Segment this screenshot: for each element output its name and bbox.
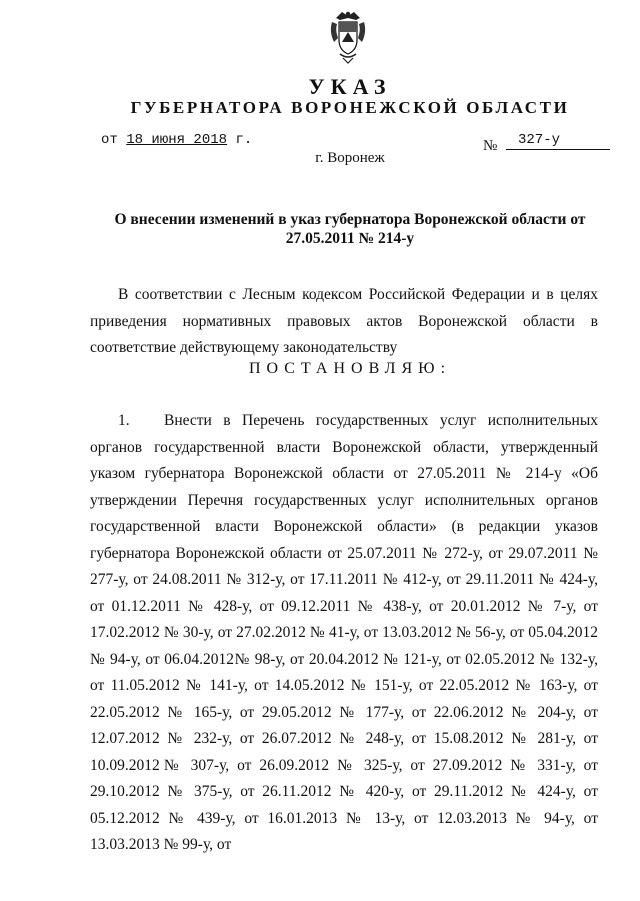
document-number: 327-у	[506, 132, 610, 150]
item-text: Внести в Перечень государственных услуг исполнительных органов государственной власти Воронежской области, утвержденный указом губернатора Воронежской области от 27.05.2011 № 214-у «Об утверждении Перечня государственных услуг исполнительных органов государственной власти Воронежской области» (в редакции указов губернатора Воронежской области от 25.07.2011 № 272-у, от 29.07.2011 № 277-у, от 24.08.2011 № 312-у, от 17.11.2011 № 412-у, от 29.11.2011 № 424-у, от 01.12.2011 № 428-у, от 09.12.2011 № 438-у, от 20.01.2012 № 7-у, от 17.02.2012 № 30-у, от 27.02.2012 № 41-у, от 13.03.2012 № 56-у, от 05.04.2012 № 94-у, от 06.04.2012№ 98-у, от 20.04.2012 № 121-у, от 02.05.2012 № 132-у, от 11.05.2012 № 141-у, от 14.05.2012 № 151-у, от 22.05.2012 № 163-у, от 22.05.2012 № 165-у, от 29.05.2012 № 177-у, от 22.06.2012 № 204-у, от 12.07.2012 № 232-у, от 26.07.2012 № 248-у, от 15.08.2012 № 281-у, от 10.09.2012№ 307-у, от 26.09.2012 № 325-у, от 27.09.2012 № 331-у, от 29.10.2012 № 375-у, от 26.11.2012 № 420-у, от 29.11.2012 № 424-у, от 05.12.2012 № 439-у, от 16.01.2013 № 13-у, от 12.03.2013 № 94-у, от 13.03.2013 № 99-у, от	[90, 412, 598, 853]
decree-heading: ПОСТАНОВЛЯЮ:	[248, 360, 452, 377]
document-issuer: ГУБЕРНАТОРА ВОРОНЕЖСКОЙ ОБЛАСТИ	[130, 98, 570, 117]
document-title: УКАЗ	[308, 74, 392, 99]
number-label: №	[483, 138, 498, 154]
item-paragraph	[90, 408, 598, 859]
preamble-paragraph: В соответствии с Лесным кодексом Российской Федерации и в целях приведения нормативных правовых актов Воронежской области в соответствие действующему законодательству	[90, 286, 598, 356]
date-prefix: от	[101, 132, 118, 148]
document-city: г. Воронеж	[315, 150, 385, 166]
date-suffix: г.	[235, 132, 253, 148]
document-date	[101, 132, 252, 148]
coat-of-arms-emblem	[328, 8, 368, 64]
date-value: 18 июня 2018	[126, 132, 228, 148]
document-subject: О внесении изменений в указ губернатора Воронежской области от 27.05.2011 № 214-у	[114, 211, 586, 247]
item-number: 1.	[118, 412, 130, 429]
